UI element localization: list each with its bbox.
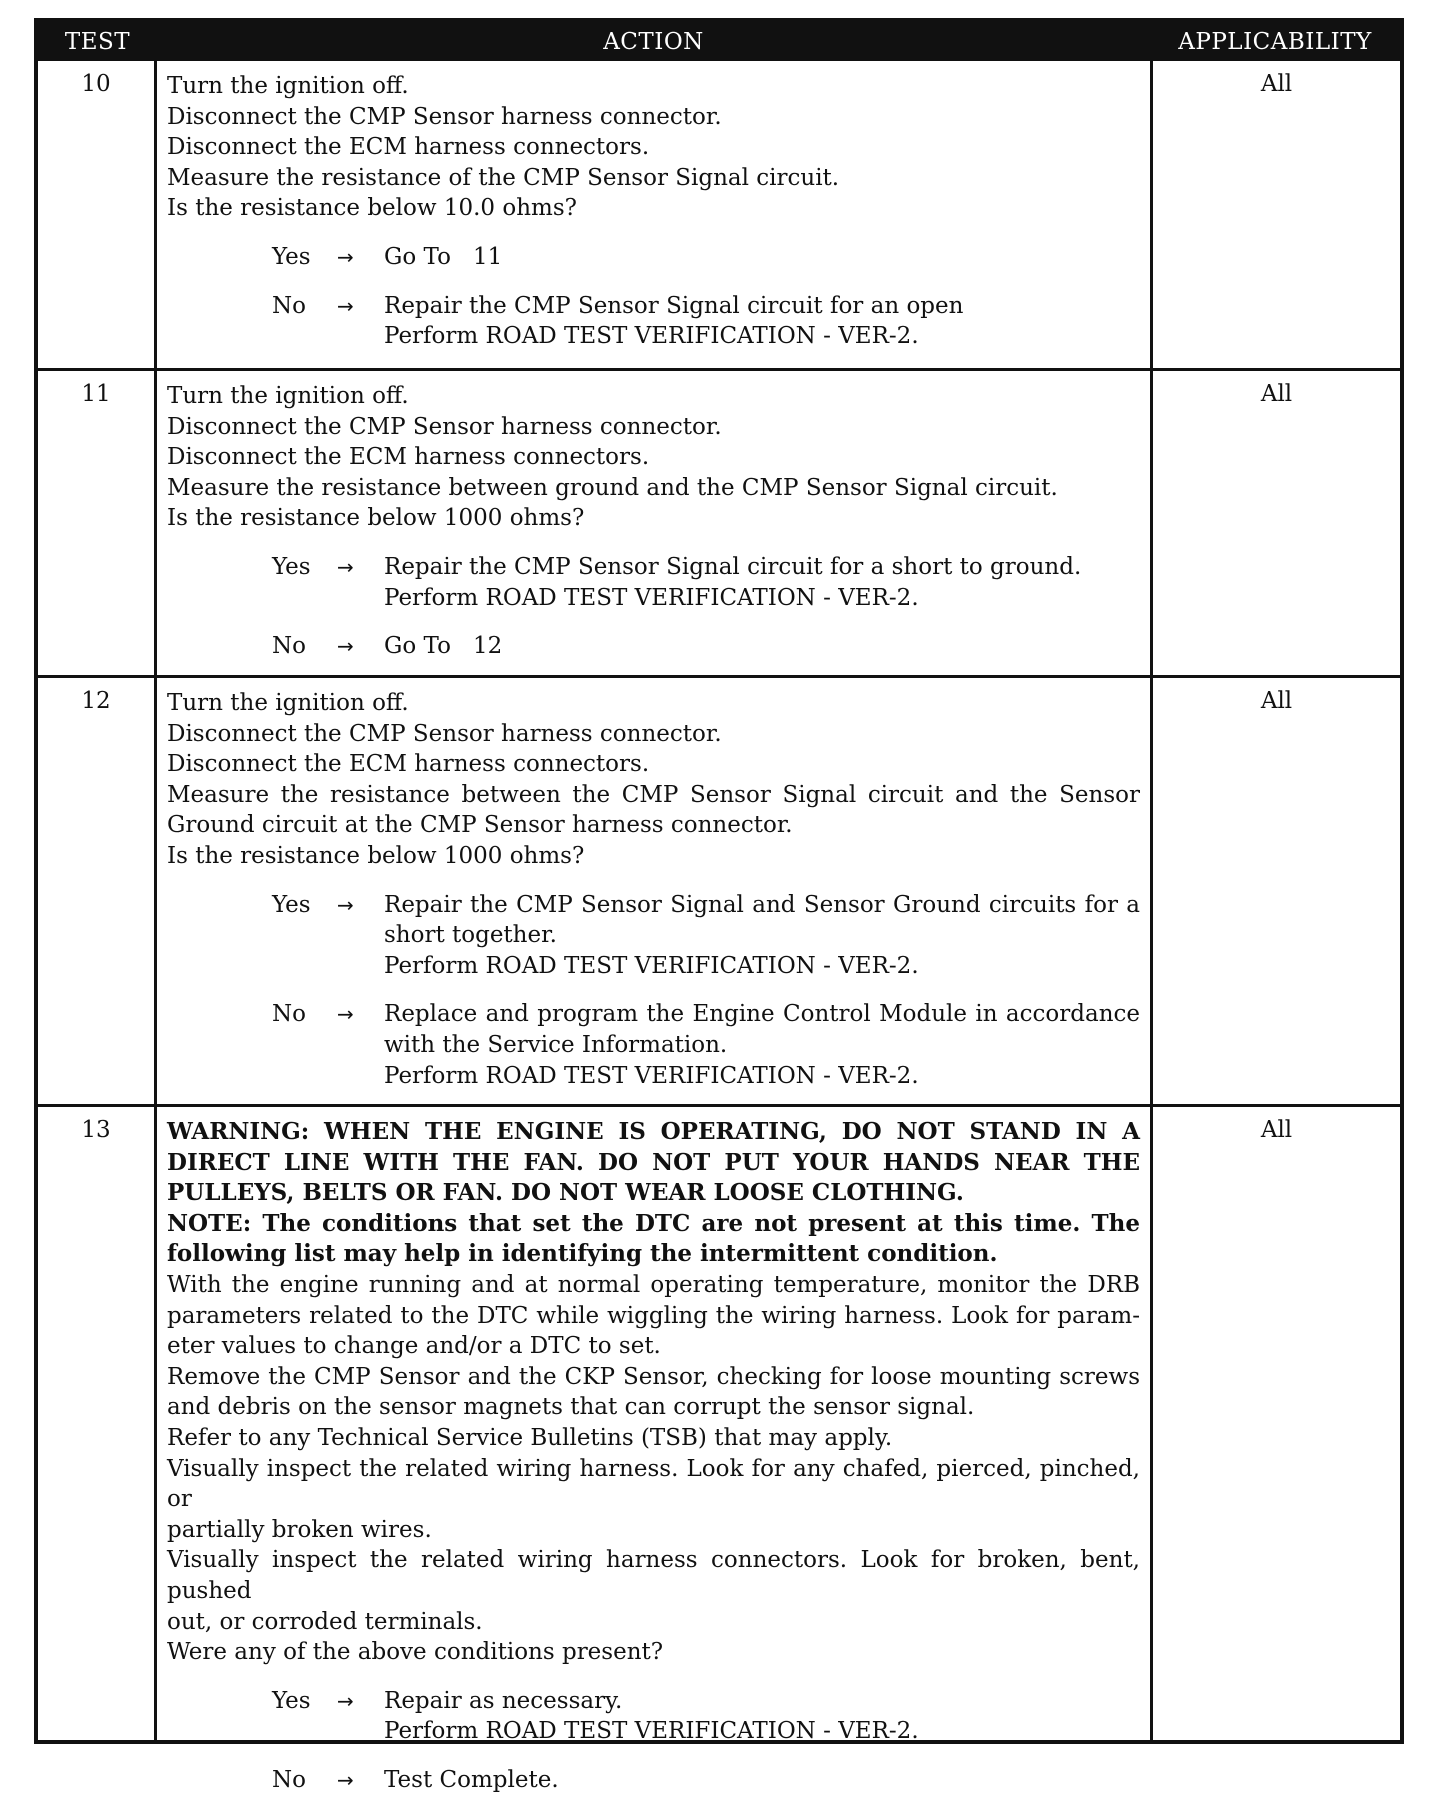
table-row-test-12 xyxy=(38,678,1400,1107)
no-label: No xyxy=(272,1766,306,1793)
yes-answer xyxy=(167,552,1140,613)
goto-text: Go To xyxy=(384,633,451,660)
test-number: 11 xyxy=(38,371,157,675)
right-arrow-icon: → xyxy=(337,892,354,917)
answer-line: Repair as necessary. xyxy=(384,1687,623,1714)
answer-line: Perform ROAD TEST VERIFICATION - VER-2. xyxy=(384,584,919,611)
right-arrow-icon: → xyxy=(337,1688,354,1713)
action-line: parameters related to the DTC while wiggling the wiring harness. Look for param- xyxy=(167,1302,1140,1329)
right-arrow-icon: → xyxy=(337,634,354,659)
action-line: Disconnect the CMP Sensor harness connector. xyxy=(167,720,722,747)
header-action: ACTION xyxy=(603,28,704,55)
applicability-value: All xyxy=(1150,678,1400,1104)
applicability-value: All xyxy=(1150,61,1400,368)
answer-line: Perform ROAD TEST VERIFICATION - VER-2. xyxy=(384,1062,919,1089)
no-label: No xyxy=(272,633,306,660)
action-line: With the engine running and at normal operating temperature, monitor the DRB xyxy=(167,1271,1140,1298)
yes-answer xyxy=(167,242,1140,273)
note-line: NOTE: The conditions that set the DTC are not present at this time. The xyxy=(167,1209,1140,1237)
yes-label: Yes xyxy=(272,891,311,918)
answer-line: Perform ROAD TEST VERIFICATION - VER-2. xyxy=(384,1718,919,1745)
answer-line: Repair the CMP Sensor Signal circuit for a short to ground. xyxy=(384,553,1082,580)
action-line: partially broken wires. xyxy=(167,1516,432,1543)
goto-text: Go To xyxy=(384,243,451,270)
action-line: Disconnect the ECM harness connectors. xyxy=(167,134,650,161)
action-line: Disconnect the ECM harness connectors. xyxy=(167,751,650,778)
table-row-test-10 xyxy=(38,61,1400,371)
warning-line: PULLEYS, BELTS OR FAN. DO NOT WEAR LOOSE CLOTHING. xyxy=(167,1179,964,1207)
action-line: Turn the ignition off. xyxy=(167,383,409,409)
action-line: Measure the resistance of the CMP Sensor Signal circuit. xyxy=(167,164,840,191)
table-header xyxy=(38,22,1400,61)
goto-test-link[interactable]: 11 xyxy=(472,243,503,270)
no-answer xyxy=(167,291,1140,352)
yes-label: Yes xyxy=(272,553,311,580)
answer-line: Perform ROAD TEST VERIFICATION - VER-2. xyxy=(384,952,919,979)
action-line: Disconnect the ECM harness connectors. xyxy=(167,444,650,471)
diagnostic-table xyxy=(34,18,1404,1793)
table-row-test-13 xyxy=(38,1107,1400,1793)
right-arrow-icon: → xyxy=(337,554,354,579)
no-answer xyxy=(167,1765,1140,1795)
yes-answer xyxy=(167,1686,1140,1747)
table-row-test-11 xyxy=(38,371,1400,678)
header-applicability: APPLICABILITY xyxy=(1178,28,1372,55)
answer-line: Repair the CMP Sensor Signal and Sensor Ground circuits for a xyxy=(384,891,1140,918)
answer-line: with the Service Information. xyxy=(384,1031,728,1058)
action-line: Refer to any Technical Service Bulletins (TSB) that may apply. xyxy=(167,1424,893,1451)
no-label: No xyxy=(272,1001,306,1028)
action-line: out, or corroded terminals. xyxy=(167,1608,483,1635)
answer-line: Test Complete. xyxy=(384,1766,559,1793)
action-line: eter values to change and/or a DTC to set. xyxy=(167,1333,661,1360)
right-arrow-icon: → xyxy=(337,1767,354,1792)
applicability-value: All xyxy=(1150,371,1400,675)
action-question: Is the resistance below 1000 ohms? xyxy=(167,842,585,869)
action-line: Visually inspect the related wiring harness connectors. Look for broken, bent, pushed xyxy=(167,1547,1140,1604)
action-line: and debris on the sensor magnets that can corrupt the sensor signal. xyxy=(167,1394,975,1421)
answer-line: Replace and program the Engine Control Module in accordance xyxy=(384,1001,1140,1028)
yes-label: Yes xyxy=(272,1687,311,1714)
applicability-value: All xyxy=(1150,1107,1400,1740)
test-number: 10 xyxy=(38,61,157,368)
goto-test-link[interactable]: 12 xyxy=(472,633,503,660)
answer-line: Perform ROAD TEST VERIFICATION - VER-2. xyxy=(384,323,919,350)
action-cell xyxy=(157,371,1150,675)
right-arrow-icon: → xyxy=(337,293,354,318)
action-line: Ground circuit at the CMP Sensor harness connector. xyxy=(167,812,793,839)
no-label: No xyxy=(272,292,306,319)
action-line: Disconnect the CMP Sensor harness connector. xyxy=(167,413,722,440)
action-line: Remove the CMP Sensor and the CKP Sensor, checking for loose mounting screws xyxy=(167,1363,1140,1390)
action-line: Visually inspect the related wiring harness. Look for any chafed, pierced, pinched, or xyxy=(167,1455,1140,1513)
no-answer xyxy=(167,631,1140,662)
note-line: following list may help in identifying the intermittent condition. xyxy=(167,1240,998,1268)
action-question: Is the resistance below 10.0 ohms? xyxy=(167,195,577,222)
answer-line: Repair the CMP Sensor Signal circuit for an open xyxy=(384,292,964,319)
right-arrow-icon: → xyxy=(337,244,354,269)
action-cell xyxy=(157,61,1150,368)
warning-line: DIRECT LINE WITH THE FAN. DO NOT PUT YOUR HANDS NEAR THE xyxy=(167,1148,1140,1176)
action-line: Turn the ignition off. xyxy=(167,73,409,99)
test-number: 13 xyxy=(38,1107,157,1740)
yes-answer xyxy=(167,890,1140,982)
action-cell xyxy=(157,1107,1150,1793)
header-test: TEST xyxy=(64,28,131,55)
warning-line: WARNING: WHEN THE ENGINE IS OPERATING, DO NOT STAND IN A xyxy=(167,1118,1140,1145)
action-line: Measure the resistance between the CMP Sensor Signal circuit and the Sensor xyxy=(167,781,1140,808)
action-cell xyxy=(157,678,1150,1104)
yes-label: Yes xyxy=(272,243,311,270)
action-line: Turn the ignition off. xyxy=(167,690,409,716)
right-arrow-icon: → xyxy=(337,1002,354,1027)
action-line: Measure the resistance between ground and the CMP Sensor Signal circuit. xyxy=(167,474,1058,501)
answer-line: short together. xyxy=(384,922,557,949)
action-question: Were any of the above conditions present? xyxy=(167,1639,664,1666)
action-line: Disconnect the CMP Sensor harness connector. xyxy=(167,103,722,130)
test-number: 12 xyxy=(38,678,157,1104)
no-answer xyxy=(167,999,1140,1091)
action-question: Is the resistance below 1000 ohms? xyxy=(167,505,585,532)
